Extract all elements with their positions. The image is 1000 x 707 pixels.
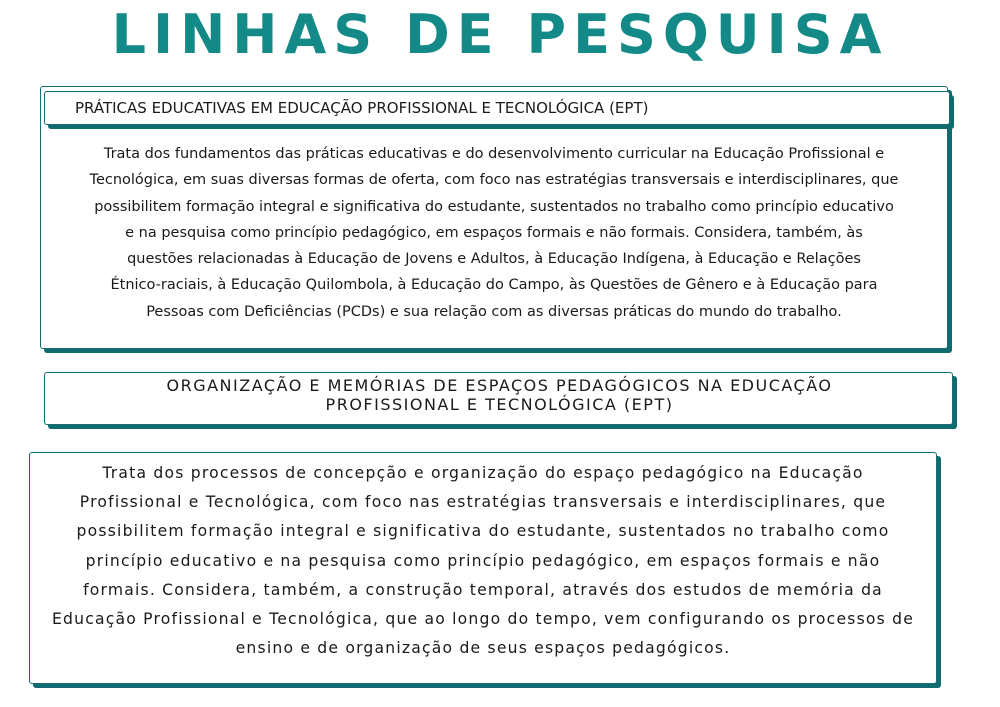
section-1-line: possibilitem formação integral e significativa do estudante, sustentados no trabalho como princípio educativo (94, 198, 894, 215)
section-2-heading (45, 376, 954, 414)
section-2-line: formais. Considera, também, a construção temporal, através dos estudos de memória da (83, 580, 883, 599)
section-2-line: Trata dos processos de concepção e organização do espaço pedagógico na Educação (102, 464, 864, 482)
section-2-line: princípio educativo e na pesquisa como princípio pedagógico, em espaços formais e não (85, 551, 881, 570)
section-2-line: Profissional e Tecnológica, com foco nas estratégias transversais e interdisciplinares, que (79, 493, 887, 512)
section-1-line: questões relacionadas à Educação de Jovens e Adultos, à Educação Indígena, à Educação e Relações (127, 251, 861, 268)
section-1-body (44, 141, 944, 325)
section-1-line: Pessoas com Deficiências (PCDs) e sua relação com as diversas práticas do mundo do trabalho. (146, 303, 842, 320)
section-2-body (31, 459, 935, 663)
section-1-line: Trata dos fundamentos das práticas educativas e do desenvolvimento curricular na Educação Profissional e (103, 146, 885, 162)
section-2-heading-line: ORGANIZAÇÃO E MEMÓRIAS DE ESPAÇOS PEDAGÓGICOS NA EDUCAÇÃO (166, 376, 833, 395)
section-2-line: possibilitem formação integral e significativa do estudante, sustentados no trabalho como (76, 522, 890, 541)
section-2-line: Educação Profissional e Tecnológica, que ao longo do tempo, vem configurando os processos de (51, 610, 915, 629)
section-1-line: Étnico-raciais, à Educação Quilombola, à Educação do Campo, às Questões de Gênero e à Educação para (110, 277, 878, 294)
section-1-line: Tecnológica, em suas diversas formas de oferta, com foco nas estratégias transversais e interdisciplinares, que (89, 172, 899, 189)
section-2-heading-line: PROFISSIONAL E TECNOLÓGICA (EPT) (325, 395, 674, 414)
section-1-line: e na pesquisa como princípio pedagógico, em espaços formais e não formais. Considera, também, às (125, 224, 863, 241)
section-2-line: ensino e de organização de seus espaços pedagógicos. (235, 639, 731, 658)
section-1-header (44, 91, 950, 125)
section-2-header (44, 372, 953, 425)
page-title: LINHAS DE PESQUISA (111, 3, 889, 66)
section-1-heading: PRÁTICAS EDUCATIVAS EM EDUCAÇÃO PROFISSIONAL E TECNOLÓGICA (EPT) (75, 99, 649, 117)
